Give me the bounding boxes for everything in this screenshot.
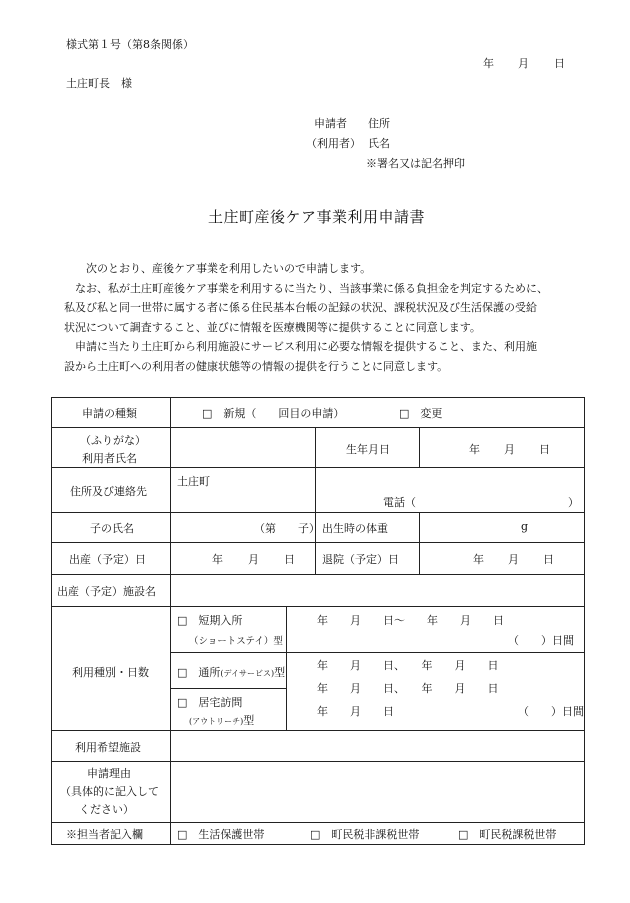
row-divider [51,822,585,823]
col-divider [315,427,316,574]
outreach-sub: (アウトリーチ) [189,717,244,726]
row-divider [170,652,585,653]
type-label: 申請の種類 [82,407,137,420]
document-title: 土庄町産後ケア事業利用申請書 [208,208,426,226]
date-year-label: 年 [483,57,494,70]
weight-unit: g [521,520,529,533]
outreach-days: （ ）日間 [518,705,584,718]
day-service-suffix: 型 [274,666,286,679]
phone-close: ） [568,496,579,509]
paragraph-line: 私及び私と同一世帯に属する者に係る住民基本台帳の記録の状況、課税状況及び生活保護の受給 [64,301,537,314]
name-label: 氏名 [368,137,390,150]
reason-label-3: ください） [79,803,134,816]
wish-facility-label: 利用希望施設 [75,741,141,754]
welfare-household-checkbox[interactable]: □ 生活保護世帯 [177,828,265,841]
staff-entry-label: ※担当者記入欄 [66,828,143,841]
row-divider [51,512,585,513]
short-stay-days: （ ）日間 [508,634,574,647]
row-divider [51,467,585,468]
paragraph-line: 設から土庄町への利用者の健康状態等の情報の提供を行うことに同意します。 [64,359,449,373]
delivery-year: 年 [212,553,223,566]
outreach-checkbox[interactable]: □ 居宅訪問 [177,696,243,709]
outreach-sub-wrap [189,712,254,728]
row-divider [51,606,585,607]
applicant-label: 申請者 [314,117,347,130]
type-change-checkbox[interactable]: □ 変更 [399,407,443,420]
signature-note: ※署名又は記名押印 [366,157,465,170]
day-service-sub: (デイサービス) [220,669,275,678]
day-service-dates-1: 年 月 日、 年 月 日 [317,659,499,672]
day-service-main: □ 通所 [177,666,221,679]
col-divider [170,397,171,845]
tax-household-checkbox[interactable]: □ 町民税課税世帯 [458,828,557,841]
day-service-checkbox[interactable] [177,664,285,680]
birth-month: 月 [504,443,515,456]
row-divider [51,542,585,543]
address-town: 土庄町 [177,475,210,488]
user-label: （利用者） [306,137,361,150]
reason-label-2: （具体的に記入して [60,785,159,798]
short-stay-sub: （ショートステイ）型 [189,636,283,647]
child-order: （第 子） [254,522,320,535]
type-new-checkbox[interactable]: □ 新規（ 回目の申請） [202,407,345,420]
paragraph-line: 状況について調査すること、並びに情報を医療機関等に提供することに同意します。 [64,320,481,334]
phone-label: 電話（ [383,496,416,509]
col-divider [419,427,420,467]
discharge-date-label: 退院（予定）日 [322,553,399,566]
paragraph-line: なお、私が土庄町産後ケア事業を利用するに当たり、当該事業に係る負担金を判定するために、 [75,281,548,295]
outreach-suffix: 型 [243,714,255,727]
nontax-household-checkbox[interactable]: □ 町民税非課税世帯 [310,828,420,841]
date-day-label: 日 [554,57,565,70]
row-divider [51,730,585,731]
date-month-label: 月 [518,57,529,70]
col-divider [286,606,287,730]
row-divider [51,574,585,575]
day-service-dates-2: 年 月 日、 年 月 日 [317,682,499,695]
birth-year: 年 [469,443,480,456]
furigana-label: （ふりがな） [80,434,146,447]
delivery-date-label: 出産（予定）日 [69,553,146,566]
address-contact-label: 住所及び連絡先 [70,485,147,498]
birth-weight-label: 出生時の体重 [322,522,388,535]
child-name-label: 子の氏名 [90,522,134,535]
usage-type-label: 利用種別・日数 [72,666,149,679]
body-text [64,259,584,376]
delivery-facility-label: 出産（予定）施設名 [57,585,156,598]
delivery-day: 日 [284,553,295,566]
col-divider [419,512,420,574]
short-stay-range: 年 月 日～ 年 月 日 [317,614,504,627]
short-stay-checkbox[interactable]: □ 短期入所 [177,614,243,627]
delivery-month: 月 [248,553,259,566]
row-divider [170,688,286,689]
form-number: 様式第１号（第8条関係） [66,38,194,51]
discharge-year: 年 [473,553,484,566]
birth-day: 日 [539,443,550,456]
discharge-day: 日 [543,553,554,566]
discharge-month: 月 [508,553,519,566]
address-label: 住所 [368,117,390,130]
row-divider [51,427,585,428]
paragraph-line: 申請に当たり土庄町から利用施設にサービス利用に必要な情報を提供すること、また、利用施 [75,340,537,353]
reason-label-1: 申請理由 [87,767,131,780]
paragraph-line: 次のとおり、産後ケア事業を利用したいので申請します。 [86,262,372,275]
birth-date-label: 生年月日 [346,443,390,456]
user-name-label: 利用者氏名 [82,452,137,465]
outreach-date: 年 月 日 [317,705,394,718]
row-divider [51,761,585,762]
addressee: 土庄町長 様 [66,77,132,90]
